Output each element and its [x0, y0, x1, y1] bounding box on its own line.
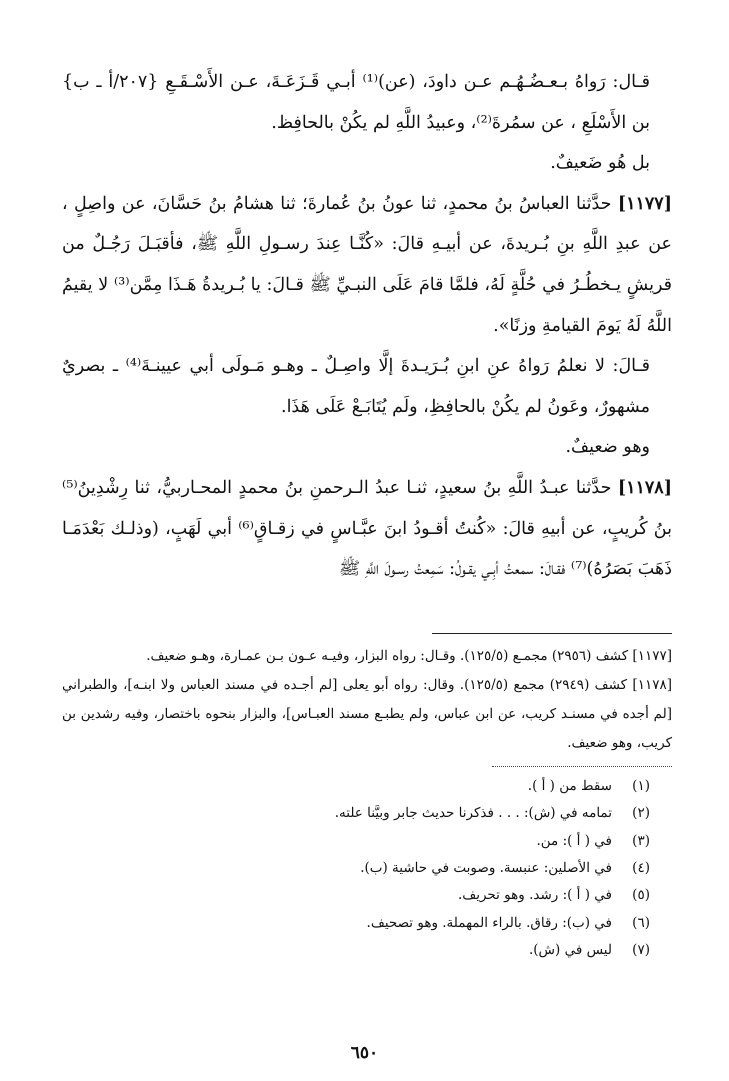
footnote-item: [62, 937, 650, 964]
paragraph: وهو ضعيفٌ.: [565, 437, 650, 458]
paragraph: بل هُو ضَعيفٌ.: [550, 153, 650, 174]
footnote-text: سقط من ( أ ).: [527, 777, 612, 794]
footnote-item: [62, 910, 650, 937]
footnote-number: (١): [632, 777, 650, 794]
source-note-1178: [١١٧٨] كشف (٢٩٤٩) مجمع (١٢٥/٥). وقال: رواه أبو يعلى [لم أجـده في مسند العباس ولا ابنـه]، والطبراني [لم أجده في مسنـد كريب، عن ابن عباس، ولم يطبـع مسند العبـاس]، والبزار بنحوه باختصار، وفيه رشدين بن كريب، وهو ضعيف.: [62, 676, 672, 751]
footnote-item: [62, 828, 650, 855]
main-text: [62, 62, 672, 590]
paragraph: قـال: رَواهُ بـعـضُـهُـم عـن داودَ، (عن)⁽¹⁾ أبـي قَـزَعَـةَ، عـن الأَسْـقَـعِ {٢٠٧/أ ـ ب} بن الأَسْلَعِ ، عن سمُرةَ⁽²⁾، وعبيدُ اللَّهِ لم يكُنْ بالحافِظ.: [62, 72, 650, 133]
hadith-1178: [62, 468, 672, 590]
hadith-1177: [62, 184, 672, 346]
footnote-text: في ( أ ): رشد. وهو تحريف.: [457, 887, 612, 904]
footnote-number: (٥): [632, 887, 650, 904]
footnote-divider: [432, 633, 672, 634]
book-page: [62, 62, 672, 1052]
footnote-text: في ( أ ): من.: [536, 832, 612, 849]
footnote-text: في الأصلين: عنبسة. وصوبت في حاشية (ب).: [360, 859, 612, 876]
footnote-item: [62, 773, 650, 800]
footnote-number: (٤): [632, 859, 650, 876]
source-notes: [62, 642, 672, 758]
footnote-list: [62, 773, 672, 965]
hadith-text: حدَّثنا عبـدُ اللَّهِ بنُ سعيدٍ، ثنـا عبدُ الـرحمنِ بنُ محمدٍ المحـاربيُّ، ثنا رِشْدِينُ⁽⁵⁾ بنُ كُريبٍ، عن أبيهِ قالَ: «كُنتُ أقـودُ ابنَ عبَّـاسٍ في زقـاقٍ⁽⁶⁾ أبي لَهَبٍ، (وذلـك بَعْدَمَـا ذَهَبَ بَصَرُهُ)⁽⁷⁾ فقـالَ: سمعتُ أبِـي يقـولُ: سَمِعتُ رسـولَ اللَّهِ ﷺ: [62, 477, 672, 580]
paragraph: قـالَ: لا نعلمُ رَواهُ عنِ ابنِ بُـرَيـدةَ إلَّا واصِـلٌ ـ وهـو مَـولَى أبي عيينـةَ⁽⁴⁾ ـ بصريٌ مشهورٌ، وعَونُ لم يكُنْ بالحافِظِ، ولَم يُتَابَـعْ عَلَى هَذَا.: [62, 356, 650, 417]
footnote-number: (٦): [632, 914, 650, 931]
hadith-text: حدَّثنا العباسُ بنُ محمدٍ، ثنا عونُ بنُ عُمارةَ؛ ثنا هشامُ بنُ حَسَّانَ، عن واصِلٍ ، عن عبدِ اللَّهِ بنِ بُـريدةَ، عن أبيـهِ قالَ: «كُنَّـا عِندَ رسـولِ اللَّهِ ﷺ، فأقبَـلَ رَجُـلٌ من قريشٍ يـخطُـرُ في حُلَّةٍ لَهُ، فلمَّا قامَ عَلَى النبـيِّ ﷺ قـالَ: يا بُـريدةُ هَـذَا مِمَّن⁽³⁾ لا يقيمُ اللَّهُ لَهُ يَومَ القيامةِ وزنًا».: [62, 193, 672, 336]
footnote-number: (٧): [632, 942, 650, 959]
page-number: ٦٥٠: [350, 1043, 379, 1063]
footnote-item: [62, 855, 650, 882]
footnote-text: تمامه في (ش): . . . فذكرنا حديث جابر وبيَّنا علته.: [334, 805, 612, 822]
footnote-number: (٢): [632, 805, 650, 822]
footnote-text: ليس في (ش).: [529, 942, 612, 959]
dotted-divider: [492, 766, 672, 767]
source-note-1177: [١١٧٧] كشف (٢٩٥٦) مجمـع (١٢٥/٥). وقـال: رواه البزار، وفيـه عـون بـن عمـارة، وهـو ضعيف.: [146, 647, 672, 664]
footnote-number: (٣): [632, 832, 650, 849]
hadith-number: [١١٧٨]: [617, 477, 672, 498]
footnote-item: [62, 882, 650, 909]
footnote-text: في (ب): رقاق. بالراء المهملة. وهو تصحيف.: [366, 914, 612, 931]
hadith-number: [١١٧٧]: [617, 193, 672, 214]
footnote-item: [62, 800, 650, 827]
